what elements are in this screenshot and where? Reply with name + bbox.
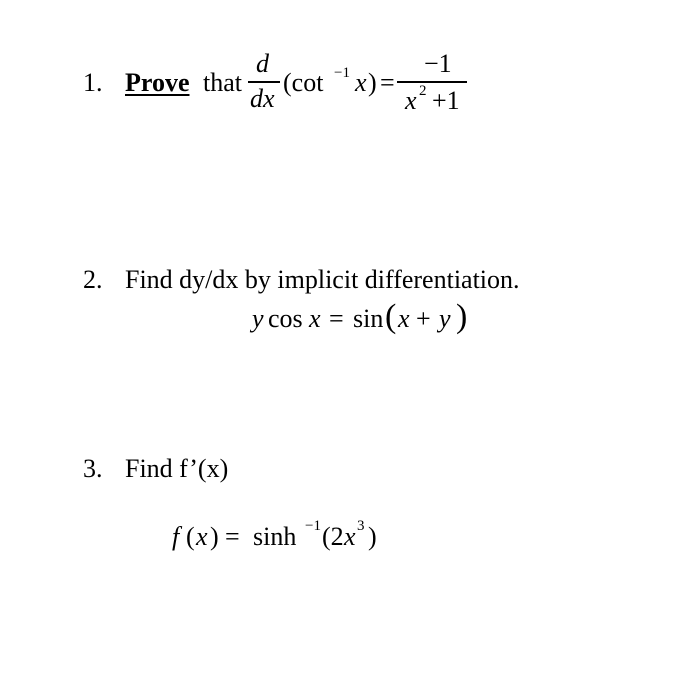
cot-open: (cot	[283, 68, 324, 97]
result-denominator-rest: +1	[432, 86, 460, 115]
problem-number: 2.	[83, 265, 103, 294]
fn-arg-close: )	[210, 522, 219, 551]
eq-plus: +	[416, 304, 431, 333]
eq-equals: =	[329, 304, 344, 333]
problem-instruction: Find dy/dx by implicit differentiation.	[125, 265, 520, 294]
derivative-fraction-bar	[248, 81, 280, 83]
problem-instruction: Find f’(x)	[125, 454, 229, 483]
fn-arg-x: x	[196, 522, 208, 551]
eq-x-inner: x	[398, 304, 410, 333]
eq-x: x	[309, 304, 321, 333]
fn-name: f	[172, 522, 180, 551]
problem-number: 1.	[83, 68, 103, 97]
fn-arg-open: (	[186, 522, 195, 551]
fn-inner-var: x	[344, 522, 356, 551]
connector-text: that	[203, 68, 242, 97]
eq-y: y	[252, 304, 264, 333]
eq-sin: sin	[353, 304, 384, 333]
keyword-prove: Prove	[125, 68, 190, 97]
cot-variable: x	[355, 68, 367, 97]
eq-right-paren: )	[456, 298, 468, 335]
derivative-numerator: d	[256, 49, 269, 78]
fn-inner-exponent: 3	[357, 518, 365, 534]
result-denominator-exponent: 2	[419, 83, 427, 99]
cot-close: )	[368, 68, 377, 97]
eq-y-inner: y	[439, 304, 451, 333]
fn-sinh-exponent: −1	[305, 518, 321, 534]
eq-cos: cos	[268, 304, 303, 333]
derivative-denominator: dx	[250, 84, 275, 113]
eq-left-paren: (	[385, 298, 397, 335]
fn-inner-open: (2	[322, 522, 344, 551]
result-fraction-bar	[397, 81, 467, 83]
result-denominator-base: x	[405, 86, 417, 115]
equals-sign: =	[380, 68, 395, 97]
fn-sinh: sinh	[253, 522, 297, 551]
fn-equals: =	[225, 522, 240, 551]
problem-number: 3.	[83, 454, 103, 483]
fn-inner-close: )	[368, 522, 377, 551]
result-numerator: −1	[424, 49, 452, 78]
cot-exponent: −1	[334, 65, 350, 81]
